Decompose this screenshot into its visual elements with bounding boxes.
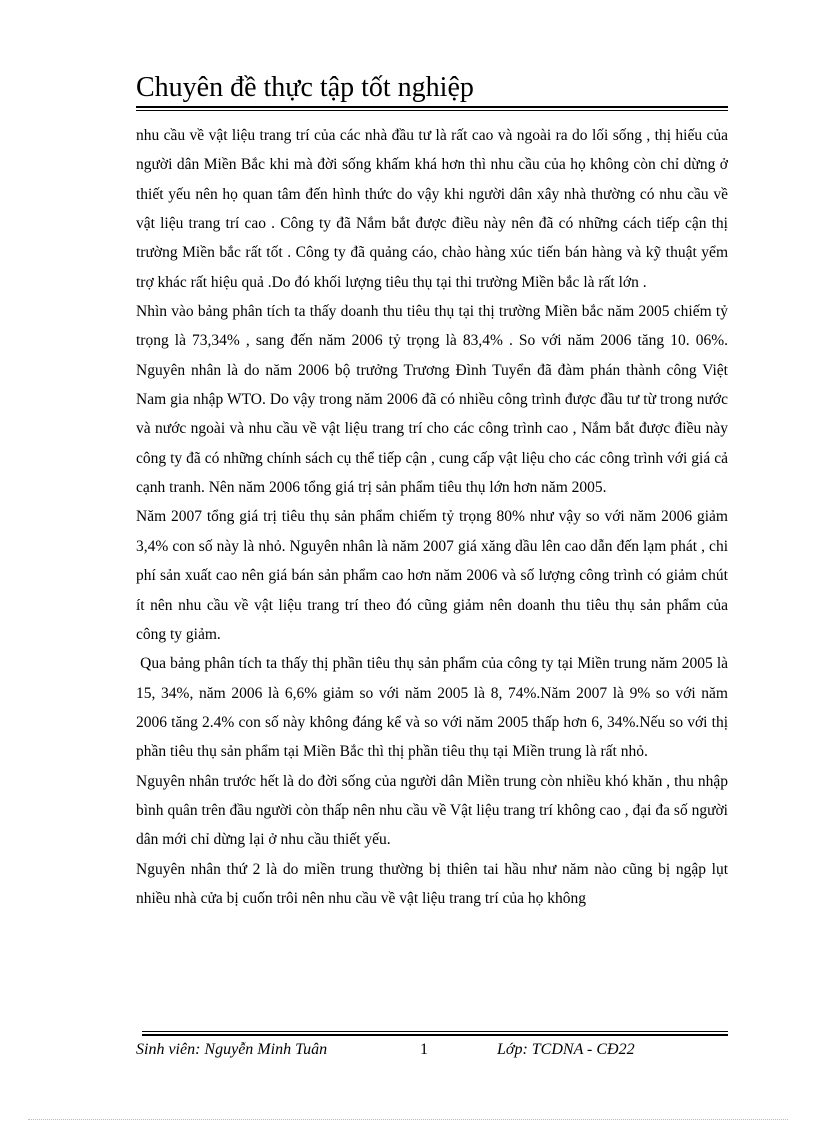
footer-class-label: Lớp: TCDNA - CĐ22 <box>497 1041 635 1058</box>
paragraph-6: Nguyên nhân thứ 2 là do miền trung thường bị thiên tai hầu như năm nào cũng bị ngập lụt nhiều nhà cửa bị cuốn trôi nên nhu cầu về vật liệu trang trí của họ không <box>136 860 728 907</box>
header-rule-thick <box>136 106 728 108</box>
paragraph-4: Qua bảng phân tích ta thấy thị phần tiêu thụ sản phẩm của công ty tại Miền trung năm 2005 là 15, 34%, năm 2006 là 6,6% giảm so với năm 2005 là 8, 74%.Năm 2007 là 9% so với năm 2006 tăng 2.4% con số này không đáng kể và so với năm 2005 thấp hơn 6, 34%.Nếu so với thị phần tiêu thụ sản phẩm tại Miền Bắc thì thị phần tiêu thụ tại Miền trung là rất nhỏ. <box>136 655 732 761</box>
paragraph-1: nhu cầu về vật liệu trang trí của các nhà đầu tư là rất cao và ngoài ra do lối sống , thị hiếu của người dân Miền Bắc khi mà đời sống khấm khá hơn thì nhu cầu của họ không còn chỉ dừng ở thiết yếu nên họ quan tâm đến hình thức do vậy khi người dân xây nhà thường có nhu cầu về vật liệu trang trí cao . Công ty đã Nắm bắt được điều này nên đã có những cách tiếp cận thị trường Miền bắc rất tốt . Công ty đã quảng cáo, chào hàng xúc tiến bán hàng và kỹ thuật yểm trợ khác rất hiệu quả .Do đó khối lượng tiêu thụ tại thi trường Miền bắc là rất lớn . <box>136 127 728 291</box>
paragraph-5: Nguyên nhân trước hết là do đời sống của người dân Miền trung còn nhiều khó khăn , thu nhập bình quân trên đầu người còn thấp nên nhu cầu về Vật liệu trang trí không cao , đại đa số người dân mới chỉ dừng lại ở nhu cầu thiết yếu. <box>136 772 728 849</box>
page-title: Chuyên đề thực tập tốt nghiệp <box>136 72 474 103</box>
document-body <box>136 121 732 913</box>
page-edge-dotted-line <box>28 1119 788 1120</box>
footer-page-number: 1 <box>420 1041 428 1058</box>
paragraph-2: Nhìn vào bảng phân tích ta thấy doanh thu tiêu thụ tại thị trường Miền bắc năm 2005 chiếm tỷ trọng là 73,34% , sang đến năm 2006 tỷ trọng là 83,4% . So với năm 2006 tăng 10. 06%. Nguyên nhân là do năm 2006 bộ trưởng Trương Đình Tuyển đã đàm phán thành công Việt Nam gia nhập WTO. Do vậy trong năm 2006 đã có nhiều công trình được đầu tư từ trong nước và nước ngoài và nhu cầu về vật liệu trang trí cho các công trình cao , Nắm bắt được điều này công ty đã có những chính sách cụ thể tiếp cận , cung cấp vật liệu cho các công trình với giá cả cạnh tranh. Nên năm 2006 tổng giá trị sản phẩm tiêu thụ lớn hơn năm 2005. <box>136 303 728 497</box>
footer-rule-thick <box>142 1034 728 1036</box>
footer-rule-thin <box>142 1031 728 1032</box>
paragraph-3: Năm 2007 tổng giá trị tiêu thụ sản phẩm chiếm tỷ trọng 80% như vậy so với năm 2006 giảm 3,4% con số này là nhỏ. Nguyên nhân là năm 2007 giá xăng dầu lên cao dẫn đến lạm phát , chi phí sản xuất cao nên giá bán sản phẩm cao hơn năm 2006 và số lượng công trình có giảm chút ít nên nhu cầu về vật liệu trang trí theo đó cũng giảm nên doanh thu tiêu thụ sản phẩm của công ty giảm. <box>136 508 728 643</box>
header-rule-thin <box>136 110 728 111</box>
footer-student-name: Sinh viên: Nguyễn Minh Tuân <box>136 1041 328 1058</box>
